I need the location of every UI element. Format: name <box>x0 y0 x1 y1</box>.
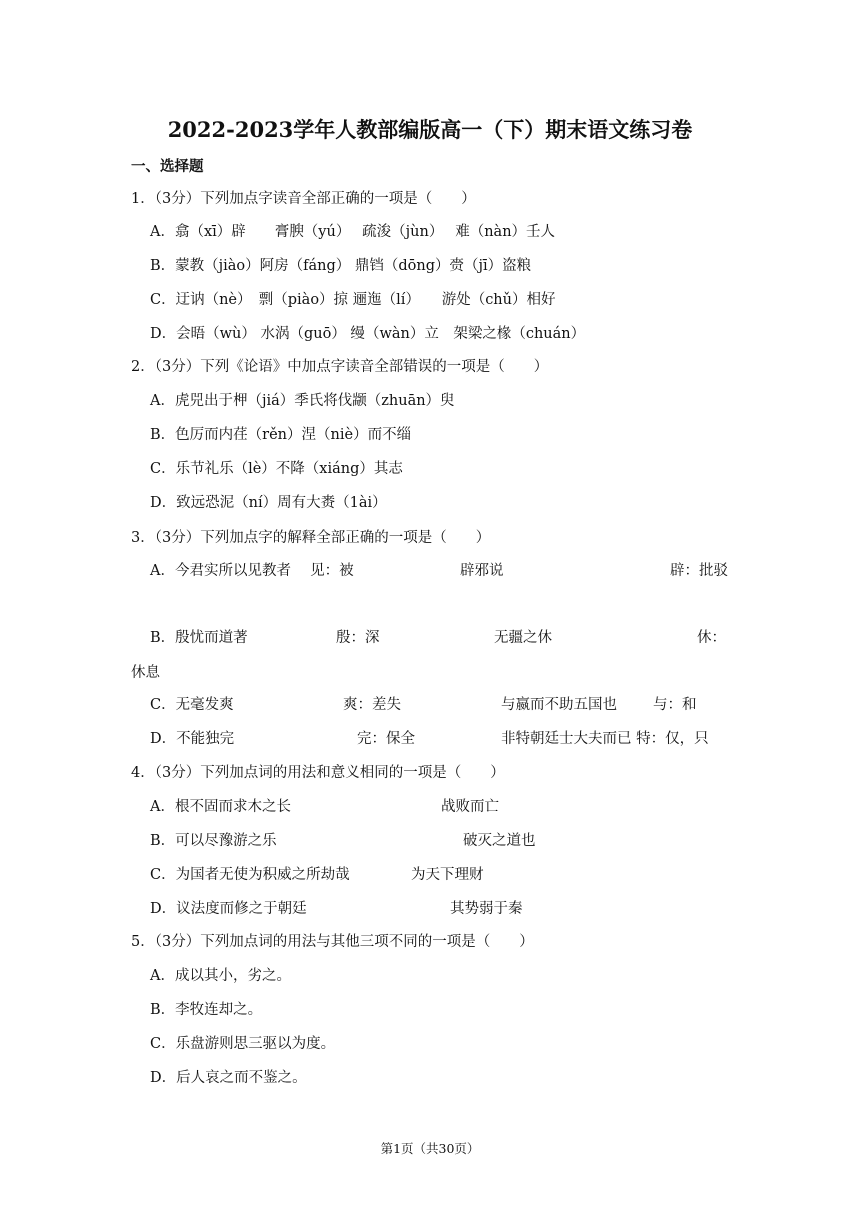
question-3-option-b-wrap: 休息 <box>131 665 160 681</box>
question-5-option-b: B．李牧连却之。 <box>150 1002 263 1018</box>
question-4-option-a-left: A．根不固而求木之长 <box>150 799 291 815</box>
question-1-stem: 1．（3分）下列加点字读音全部正确的一项是（ ） <box>131 191 476 207</box>
question-4-option-d-right: 其势弱于秦 <box>450 901 523 917</box>
question-2-stem: 2．（3分）下列《论语》中加点字读音全部错误的一项是（ ） <box>131 359 549 375</box>
question-3-option-b-right: 休： <box>697 630 726 646</box>
question-3-option-d-left: D．不能独完 <box>150 731 235 747</box>
question-4-option-c-left: C．为国者无使为积威之所劫哉 <box>150 867 350 883</box>
question-3-option-c-mid: 与嬴而不助五国也 <box>501 697 617 713</box>
question-5-option-c: C．乐盘游则思三驱以为度。 <box>150 1036 336 1052</box>
question-2-option-a: A．虎兕出于柙（jiá）季氏将伐颛（zhuān）臾 <box>150 393 455 409</box>
question-4-option-b-left: B．可以尽豫游之乐 <box>150 833 277 849</box>
question-4-stem: 4．（3分）下列加点词的用法和意义相同的一项是（ ） <box>131 765 505 781</box>
question-5-stem: 5．（3分）下列加点词的用法与其他三项不同的一项是（ ） <box>131 934 534 950</box>
question-1-option-b: B．蒙教（jiào）阿房（fáng） 鼎铛（dōng）赍（jī）盗粮 <box>150 258 532 274</box>
question-3-option-a-mid: 辟邪说 <box>460 563 504 579</box>
question-2-option-b: B．色厉而内荏（rěn）涅（niè）而不缁 <box>150 427 412 443</box>
question-3-option-a-right: 辟：批驳 <box>670 563 728 579</box>
question-3-option-a-left: A．今君实所以见教者 见：被 <box>150 563 354 579</box>
question-5-option-a: A．成以其小，劣之。 <box>150 968 291 984</box>
page-footer: 第1页（共30页） <box>380 1141 480 1156</box>
question-1-option-d: D．会晤（wù） 水涡（guō） 缦（wàn）立 架梁之椽（chuán） <box>150 326 586 342</box>
page-title: 2022-2023学年人教部编版高一（下）期末语文练习卷 <box>167 117 693 142</box>
question-3-option-b-left: B．殷忧而道著 <box>150 630 248 646</box>
section-heading: 一、选择题 <box>131 158 204 175</box>
question-4-option-d-left: D．议法度而修之于朝廷 <box>150 901 307 917</box>
question-1-option-c: C．迂讷（nè） 剽（piào）掠 逦迤（lí） 游处（chǔ）相好 <box>150 292 556 308</box>
question-3-option-b-mid: 无疆之休 <box>494 630 552 646</box>
question-3-stem: 3．（3分）下列加点字的解释全部正确的一项是（ ） <box>131 530 491 546</box>
question-3-option-d-right: 非特朝廷士大夫而已 特：仅，只 <box>501 731 709 747</box>
question-3-option-c-left: C．无毫发爽 <box>150 697 234 713</box>
question-4-option-a-right: 战败而亡 <box>441 799 499 815</box>
question-3-option-b-gloss: 殷：深 <box>336 630 380 646</box>
question-2-option-c: C．乐节礼乐（lè）不降（xiáng）其志 <box>150 461 403 477</box>
question-3-option-d-gloss: 完：保全 <box>357 731 415 747</box>
question-1-option-a: A．翕（xī）辟 膏腴（yú） 疏浚（jùn） 难（nàn）壬人 <box>150 224 556 240</box>
question-4-option-b-right: 破灭之道也 <box>463 833 536 849</box>
question-2-option-d: D．致远恐泥（ní）周有大赉（1ài） <box>150 495 387 511</box>
question-4-option-c-right: 为天下理财 <box>411 867 484 883</box>
question-3-option-c-right: 与：和 <box>653 697 697 713</box>
question-3-option-c-gloss: 爽：差失 <box>343 697 401 713</box>
question-5-option-d: D．后人哀之而不鉴之。 <box>150 1070 307 1086</box>
